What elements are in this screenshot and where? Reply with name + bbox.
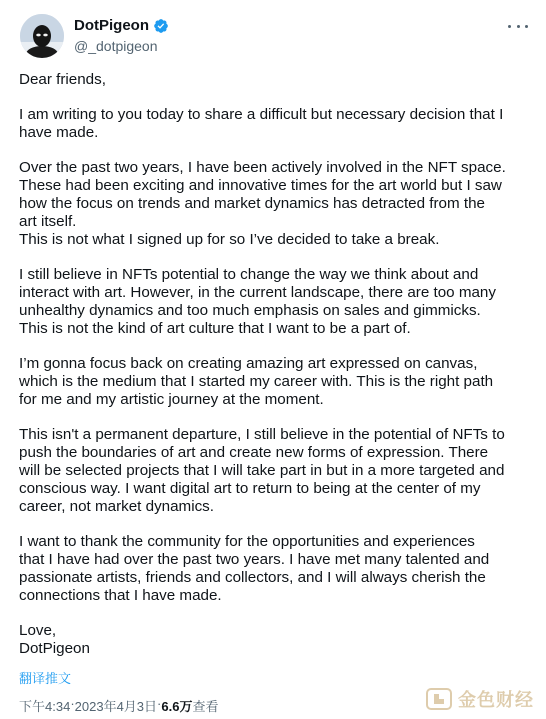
paragraph: I am writing to you today to share a difficult but necessary decision that I have made.	[19, 106, 504, 141]
more-horizontal-icon[interactable]	[508, 18, 528, 34]
paragraph: I still believe in NFTs potential to change the way we think about and interact with art. However, in the current landscape, there are too many unhealthy dynamics and too much emphasis on sales and gimmicks. This is not the kind of art culture that I want to be a part of.	[19, 266, 496, 337]
paragraph: Over the past two years, I have been actively involved in the NFT space. These had been exciting and innovative times for the art world but I saw how the focus on trends and market dynamics has detracted from the art itself. This is not what I signed up for so I’ve decided to take a break.	[19, 159, 506, 248]
greeting: Dear friends,	[19, 71, 106, 88]
signoff: Love, DotPigeon	[19, 622, 90, 657]
watermark-text: 金色财经	[458, 690, 534, 710]
views-count[interactable]: 6.6万	[161, 699, 193, 714]
tweet-meta	[19, 696, 218, 715]
avatar-image	[20, 14, 64, 58]
author-names	[74, 16, 169, 56]
avatar[interactable]	[20, 14, 64, 58]
display-name-row	[74, 16, 169, 36]
paragraph: I’m gonna focus back on creating amazing art expressed on canvas, which is the medium that I started my career with. This is the right path for me and my artistic journey at the moment.	[19, 355, 494, 408]
translate-tweet-link[interactable]: 翻译推文	[19, 671, 72, 686]
views-label: 查看	[192, 699, 219, 714]
tweet-header	[20, 14, 530, 60]
verified-badge-icon	[153, 18, 169, 34]
watermark	[426, 686, 534, 712]
handle[interactable]: @_dotpigeon	[74, 38, 158, 54]
timestamp-date[interactable]: 2023年4月3日	[74, 699, 158, 714]
watermark-logo-icon	[426, 688, 452, 710]
timestamp-time[interactable]: 下午4:34	[19, 699, 71, 714]
paragraph: I want to thank the community for the opportunities and experiences that I have had over the past two years. I have met many talented and passionate artists, friends and collectors, and I will always cherish the connections that I have made.	[19, 533, 490, 604]
meta-separator: ·	[157, 696, 162, 711]
display-name[interactable]: DotPigeon	[74, 17, 149, 34]
meta-separator: ·	[70, 696, 75, 711]
paragraph: This isn't a permanent departure, I still believe in the potential of NFTs to push the boundaries of art and create new forms of expression. There will be selected projects that I will take part in but in a more targeted and conscious way. I want digital art to return to being at the center of my career, not market dynamics.	[19, 426, 505, 515]
tweet-text	[19, 71, 531, 658]
